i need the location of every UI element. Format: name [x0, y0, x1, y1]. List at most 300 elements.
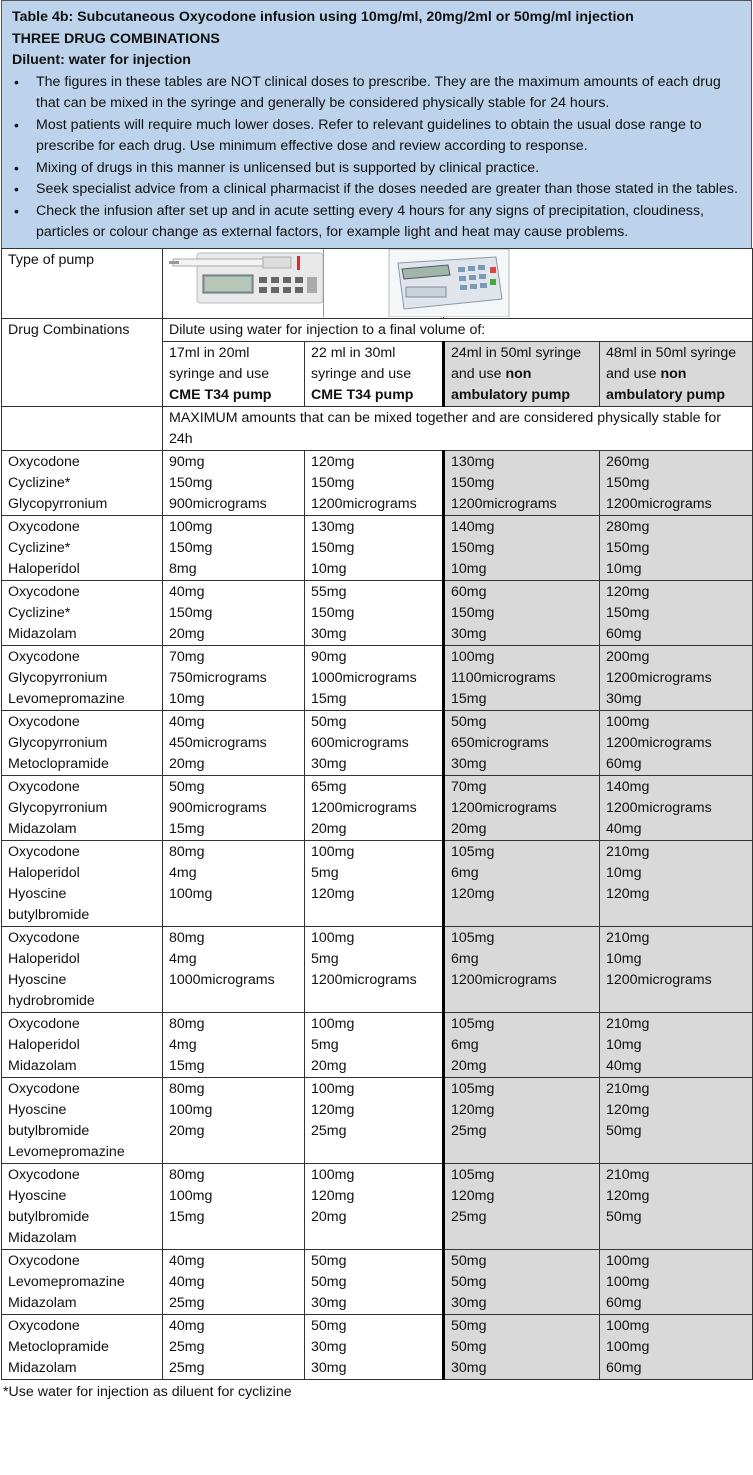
dose-value: 140mg [606, 778, 650, 795]
drug-name: Midazolam [8, 1294, 77, 1311]
table-row [2, 1012, 753, 1077]
dose-value: 10mg [451, 560, 487, 577]
dose-value: 280mg [606, 518, 650, 535]
dose-value: 150mg [451, 604, 495, 621]
dose-cell [444, 1077, 600, 1163]
dose-value: 30mg [311, 1294, 347, 1311]
dose-value: 60mg [606, 1294, 642, 1311]
dose-value: 10mg [169, 690, 205, 707]
dose-value: 1200micrograms [311, 971, 417, 988]
dose-value: 80mg [169, 1015, 205, 1032]
dose-value: 5mg [311, 1036, 339, 1053]
dose-cell [163, 710, 305, 775]
dose-value: 120mg [451, 1101, 495, 1118]
dose-value: 15mg [311, 690, 347, 707]
dose-value: 150mg [169, 604, 213, 621]
dose-value: 30mg [451, 1294, 487, 1311]
dose-value: 5mg [311, 864, 339, 881]
dose-cell [163, 450, 305, 515]
drug-list-cell [2, 926, 163, 1012]
dose-value: 150mg [311, 604, 355, 621]
dose-value: 1200micrograms [606, 734, 712, 751]
dose-value: 1200micrograms [606, 971, 712, 988]
dose-value: 40mg [169, 1317, 205, 1334]
drug-name: Oxycodone [8, 1015, 80, 1032]
dose-cell [600, 1077, 753, 1163]
table-row [2, 775, 753, 840]
drug-name: Glycopyrronium [8, 799, 108, 816]
drug-name: Levomepromazine [8, 1273, 125, 1290]
dose-cell [305, 1012, 444, 1077]
dose-value: 105mg [451, 929, 495, 946]
dose-value: 60mg [606, 755, 642, 772]
dose-value: 900micrograms [169, 799, 267, 816]
dose-cell [444, 710, 600, 775]
dose-value: 20mg [311, 1057, 347, 1074]
volume-48ml-50ml: 48ml in 50ml syringe and use non ambulatory pump [600, 341, 753, 406]
dose-value: 100mg [606, 1317, 650, 1334]
dose-value: 15mg [169, 820, 205, 837]
cyclizine-footnote: *Use water for injection as diluent for cyclizine [3, 1383, 292, 1400]
dose-value: 20mg [169, 625, 205, 642]
dose-value: 80mg [169, 929, 205, 946]
dose-value: 30mg [311, 755, 347, 772]
drug-name: Midazolam [8, 1229, 77, 1246]
dose-value: 100mg [311, 929, 355, 946]
drug-name: Oxycodone [8, 648, 80, 665]
dose-cell [163, 515, 305, 580]
pump-type-row [2, 248, 753, 318]
drug-name: Haloperidol [8, 950, 80, 967]
dose-value: 120mg [451, 1187, 495, 1204]
maximum-note-row [2, 406, 753, 450]
table-row [2, 1077, 753, 1163]
dose-value: 150mg [169, 474, 213, 491]
dose-value: 50mg [606, 1122, 642, 1139]
dose-cell [444, 1163, 600, 1249]
dose-value: 210mg [606, 843, 650, 860]
dose-value: 20mg [311, 1208, 347, 1225]
drug-name: butylbromide [8, 1122, 90, 1139]
drug-list-cell [2, 645, 163, 710]
dose-cell [600, 1314, 753, 1379]
dose-value: 100mg [311, 1015, 355, 1032]
dose-value: 25mg [451, 1208, 487, 1225]
dose-cell [163, 1249, 305, 1314]
dose-value: 30mg [451, 1359, 487, 1376]
dose-value: 1100micrograms [451, 669, 556, 686]
dose-value: 750micrograms [169, 669, 267, 686]
drug-list-cell [2, 580, 163, 645]
dose-value: 120mg [606, 885, 650, 902]
drug-name: Hyoscine [8, 1101, 67, 1118]
dose-value: 40mg [169, 583, 205, 600]
dose-value: 100mg [169, 1187, 213, 1204]
dose-cell [163, 775, 305, 840]
drug-list-cell [2, 775, 163, 840]
drug-name: Haloperidol [8, 1036, 80, 1053]
dose-cell [305, 580, 444, 645]
dose-cell [600, 1163, 753, 1249]
drug-name: Oxycodone [8, 713, 80, 730]
dose-value: 150mg [311, 539, 355, 556]
dose-value: 105mg [451, 1166, 495, 1183]
dose-cell [163, 580, 305, 645]
volume-24ml-50ml: 24ml in 50ml syringe and use non ambulatory pump [444, 341, 600, 406]
drug-name: Hyoscine [8, 971, 67, 988]
guidance-item: • Check the infusion after set up and in acute setting every 4 hours for any signs of precipitation, cloudiness, particles or colour change as external factors, for example light and heat may cause problems. [36, 201, 745, 244]
dose-value: 120mg [606, 1101, 650, 1118]
dose-cell [600, 840, 753, 926]
dose-value: 1000micrograms [311, 669, 417, 686]
volume-20ml: 17ml in 20ml syringe and use CME T34 pump [163, 341, 305, 406]
dose-value: 20mg [451, 1057, 487, 1074]
dilute-instruction: Dilute using water for injection to a final volume of: [163, 318, 753, 341]
dose-value: 6mg [451, 950, 479, 967]
dose-cell [163, 840, 305, 926]
table-row [2, 1163, 753, 1249]
dose-value: 100mg [606, 1252, 650, 1269]
dose-value: 100mg [169, 885, 213, 902]
dose-cell [305, 1314, 444, 1379]
dose-value: 120mg [451, 885, 495, 902]
table-row [2, 450, 753, 515]
drug-list-cell [2, 450, 163, 515]
drug-name: Midazolam [8, 625, 77, 642]
dose-value: 50mg [451, 1252, 487, 1269]
syringe-pump-ambulatory-image [169, 249, 329, 317]
dose-cell [444, 1314, 600, 1379]
dose-value: 4mg [169, 1036, 197, 1053]
drug-name: Cyclizine* [8, 604, 71, 621]
drug-name: Levomepromazine [8, 690, 125, 707]
drug-list-cell [2, 1163, 163, 1249]
drug-list-cell [2, 515, 163, 580]
dose-value: 210mg [606, 929, 650, 946]
pump-type-label: Type of pump [2, 248, 163, 318]
dose-value: 100mg [169, 518, 213, 535]
dose-value: 140mg [451, 518, 495, 535]
non-ambulatory-pump-cell [444, 248, 753, 318]
drug-list-cell [2, 710, 163, 775]
table-header-box [1, 0, 752, 248]
dose-value: 50mg [311, 1273, 347, 1290]
guidance-item: • The figures in these tables are NOT clinical doses to prescribe. They are the maximum amounts of each drug that can be mixed in the syringe and generally be considered physically stable for 24 hours. [36, 72, 745, 115]
dose-value: 60mg [606, 625, 642, 642]
drug-combinations-header-row [2, 318, 753, 341]
drug-name: Midazolam [8, 1057, 77, 1074]
dose-value: 100mg [311, 843, 355, 860]
dose-cell [305, 645, 444, 710]
dose-value: 210mg [606, 1015, 650, 1032]
dose-value: 1200micrograms [311, 495, 417, 512]
dose-value: 30mg [451, 755, 487, 772]
dose-value: 60mg [606, 1359, 642, 1376]
dose-value: 20mg [169, 1122, 205, 1139]
drug-name: Cyclizine* [8, 474, 71, 491]
dose-value: 100mg [451, 648, 495, 665]
dose-value: 30mg [606, 690, 642, 707]
maximum-note: MAXIMUM amounts that can be mixed together and are considered physically stable for 24h [163, 406, 753, 450]
dose-value: 80mg [169, 1166, 205, 1183]
dose-cell [600, 1249, 753, 1314]
dose-cell [600, 775, 753, 840]
drug-name: hydrobromide [8, 992, 95, 1009]
dose-value: 20mg [169, 755, 205, 772]
dose-cell [163, 645, 305, 710]
drug-name: Glycopyrronium [8, 734, 108, 751]
dose-value: 10mg [606, 950, 642, 967]
dose-value: 5mg [311, 950, 339, 967]
dose-value: 25mg [169, 1294, 205, 1311]
dose-cell [600, 1012, 753, 1077]
dose-value: 4mg [169, 864, 197, 881]
dose-value: 6mg [451, 1036, 479, 1053]
dose-value: 10mg [311, 560, 347, 577]
drug-name: Haloperidol [8, 864, 80, 881]
drug-name: Oxycodone [8, 929, 80, 946]
dose-value: 105mg [451, 843, 495, 860]
dose-cell [600, 515, 753, 580]
dose-value: 100mg [606, 713, 650, 730]
dose-value: 105mg [451, 1015, 495, 1032]
dose-value: 40mg [169, 1252, 205, 1269]
drug-name: Oxycodone [8, 518, 80, 535]
dose-value: 150mg [311, 474, 355, 491]
table-row [2, 645, 753, 710]
drug-name: Oxycodone [8, 1080, 80, 1097]
guidance-list [12, 72, 745, 244]
drug-name: Hyoscine [8, 1187, 67, 1204]
dose-cell [444, 840, 600, 926]
dose-value: 55mg [311, 583, 347, 600]
drug-list-cell [2, 1012, 163, 1077]
drug-name: butylbromide [8, 1208, 90, 1225]
dose-value: 120mg [311, 453, 355, 470]
dose-cell [444, 645, 600, 710]
dose-value: 120mg [311, 885, 355, 902]
dose-value: 50mg [451, 713, 487, 730]
dose-value: 210mg [606, 1166, 650, 1183]
dose-value: 15mg [169, 1208, 205, 1225]
dose-value: 6mg [451, 864, 479, 881]
dose-cell [600, 926, 753, 1012]
dose-cell [163, 1077, 305, 1163]
drug-combinations-label: Drug Combinations [2, 318, 163, 406]
dose-value: 100mg [311, 1166, 355, 1183]
dose-value: 150mg [451, 539, 495, 556]
diluent-note: Diluent: water for injection [12, 52, 191, 68]
dose-value: 20mg [451, 820, 487, 837]
drug-list-cell [2, 840, 163, 926]
table-row [2, 926, 753, 1012]
dose-value: 120mg [606, 1187, 650, 1204]
dose-value: 80mg [169, 843, 205, 860]
dose-cell [305, 1163, 444, 1249]
dose-cell [305, 515, 444, 580]
drug-name: Oxycodone [8, 1252, 80, 1269]
dose-value: 90mg [311, 648, 347, 665]
dose-value: 150mg [606, 539, 650, 556]
table-subtitle: THREE DRUG COMBINATIONS [12, 30, 220, 47]
drug-name: Levomepromazine [8, 1143, 125, 1160]
dose-value: 10mg [606, 864, 642, 881]
drug-name: Midazolam [8, 820, 77, 837]
dose-value: 100mg [169, 1101, 213, 1118]
drug-list-cell [2, 1077, 163, 1163]
dose-value: 650micrograms [451, 734, 549, 751]
dose-cell [600, 580, 753, 645]
dose-value: 80mg [169, 1080, 205, 1097]
dose-value: 150mg [606, 604, 650, 621]
dose-value: 50mg [451, 1338, 487, 1355]
dose-cell [444, 580, 600, 645]
dose-value: 50mg [311, 713, 347, 730]
drug-name: Metoclopramide [8, 1338, 109, 1355]
dose-cell [600, 710, 753, 775]
dose-value: 4mg [169, 950, 197, 967]
dose-cell [163, 1314, 305, 1379]
drug-name: Oxycodone [8, 843, 80, 860]
dose-value: 100mg [606, 1273, 650, 1290]
table-row [2, 840, 753, 926]
dose-value: 1000micrograms [169, 971, 275, 988]
dose-value: 50mg [451, 1317, 487, 1334]
dose-cell [600, 645, 753, 710]
dose-value: 90mg [169, 453, 205, 470]
drug-name: Hyoscine [8, 885, 67, 902]
dose-value: 150mg [451, 474, 495, 491]
dose-value: 100mg [606, 1338, 650, 1355]
dose-value: 8mg [169, 560, 197, 577]
table-row [2, 1249, 753, 1314]
dose-value: 15mg [451, 690, 487, 707]
dose-value: 260mg [606, 453, 650, 470]
dose-value: 10mg [606, 560, 642, 577]
dose-value: 1200micrograms [451, 971, 557, 988]
drug-name: Glycopyrronium [8, 495, 108, 512]
volume-30ml: 22 ml in 30ml syringe and use CME T34 pump [305, 341, 444, 406]
drug-name: Oxycodone [8, 1166, 80, 1183]
dose-value: 50mg [451, 1273, 487, 1290]
drug-name: Cyclizine* [8, 539, 71, 556]
drug-name: Haloperidol [8, 560, 80, 577]
drug-name: Metoclopramide [8, 755, 109, 772]
dose-value: 1200micrograms [451, 495, 557, 512]
dose-value: 40mg [606, 820, 642, 837]
drug-name: Midazolam [8, 1359, 77, 1376]
dose-value: 1200micrograms [606, 495, 712, 512]
dose-value: 130mg [451, 453, 495, 470]
dose-cell [444, 450, 600, 515]
dose-value: 50mg [606, 1208, 642, 1225]
dose-cell [163, 926, 305, 1012]
dose-cell [305, 926, 444, 1012]
dose-value: 200mg [606, 648, 650, 665]
dose-cell [163, 1012, 305, 1077]
dose-value: 60mg [451, 583, 487, 600]
dose-value: 30mg [311, 1359, 347, 1376]
dose-cell [444, 926, 600, 1012]
dose-value: 40mg [169, 713, 205, 730]
dose-value: 1200micrograms [606, 669, 712, 686]
dose-value: 40mg [606, 1057, 642, 1074]
dose-value: 120mg [606, 583, 650, 600]
dose-value: 1200micrograms [606, 799, 712, 816]
dose-value: 50mg [311, 1317, 347, 1334]
table-row [2, 515, 753, 580]
table-row [2, 1314, 753, 1379]
guidance-item: • Seek specialist advice from a clinical pharmacist if the doses needed are greater than those stated in the tables. [36, 179, 745, 201]
dose-value: 120mg [311, 1101, 355, 1118]
dose-value: 150mg [169, 539, 213, 556]
drug-combination-table [1, 248, 753, 1380]
dose-value: 600micrograms [311, 734, 409, 751]
dose-cell [163, 1163, 305, 1249]
dose-value: 50mg [311, 1252, 347, 1269]
drug-name: Oxycodone [8, 778, 80, 795]
dose-value: 30mg [311, 1338, 347, 1355]
dose-value: 210mg [606, 1080, 650, 1097]
guidance-item: • Mixing of drugs in this manner is unlicensed but is supported by clinical practice. [36, 158, 745, 180]
dose-cell [305, 710, 444, 775]
dose-value: 130mg [311, 518, 355, 535]
document [1, 0, 752, 1402]
drug-name: butylbromide [8, 906, 90, 923]
dose-value: 25mg [451, 1122, 487, 1139]
guidance-item: • Most patients will require much lower doses. Refer to relevant guidelines to obtain the usual dose range to prescribe for each drug. Use minimum effective dose and review according to response. [36, 115, 745, 158]
drug-name: Oxycodone [8, 583, 80, 600]
drug-name: Oxycodone [8, 453, 80, 470]
dose-cell [444, 1249, 600, 1314]
dose-value: 70mg [169, 648, 205, 665]
table-row [2, 580, 753, 645]
dose-cell [305, 840, 444, 926]
table-title: Table 4b: Subcutaneous Oxycodone infusion using 10mg/ml, 20mg/2ml or 50mg/ml injection [12, 9, 634, 25]
dose-cell [305, 450, 444, 515]
dose-value: 100mg [311, 1080, 355, 1097]
dose-value: 20mg [311, 820, 347, 837]
dose-cell [305, 1077, 444, 1163]
dose-value: 1200micrograms [451, 799, 557, 816]
table-row [2, 710, 753, 775]
dose-cell [444, 775, 600, 840]
dose-value: 10mg [606, 1036, 642, 1053]
dose-value: 25mg [311, 1122, 347, 1139]
dose-value: 30mg [451, 625, 487, 642]
dose-value: 150mg [606, 474, 650, 491]
dose-value: 25mg [169, 1338, 205, 1355]
dose-value: 50mg [169, 778, 205, 795]
dose-value: 450micrograms [169, 734, 267, 751]
dose-value: 900micrograms [169, 495, 267, 512]
drug-list-cell [2, 1249, 163, 1314]
dose-value: 120mg [311, 1187, 355, 1204]
dose-value: 70mg [451, 778, 487, 795]
drug-name: Glycopyrronium [8, 669, 108, 686]
dose-value: 105mg [451, 1080, 495, 1097]
drug-name: Oxycodone [8, 1317, 80, 1334]
dose-value: 1200micrograms [311, 799, 417, 816]
dose-cell [305, 1249, 444, 1314]
dose-value: 30mg [311, 625, 347, 642]
syringe-pump-non-ambulatory-image [388, 249, 510, 317]
drug-list-cell [2, 1314, 163, 1379]
dose-cell [600, 450, 753, 515]
dose-cell [305, 775, 444, 840]
dose-value: 25mg [169, 1359, 205, 1376]
dose-value: 65mg [311, 778, 347, 795]
